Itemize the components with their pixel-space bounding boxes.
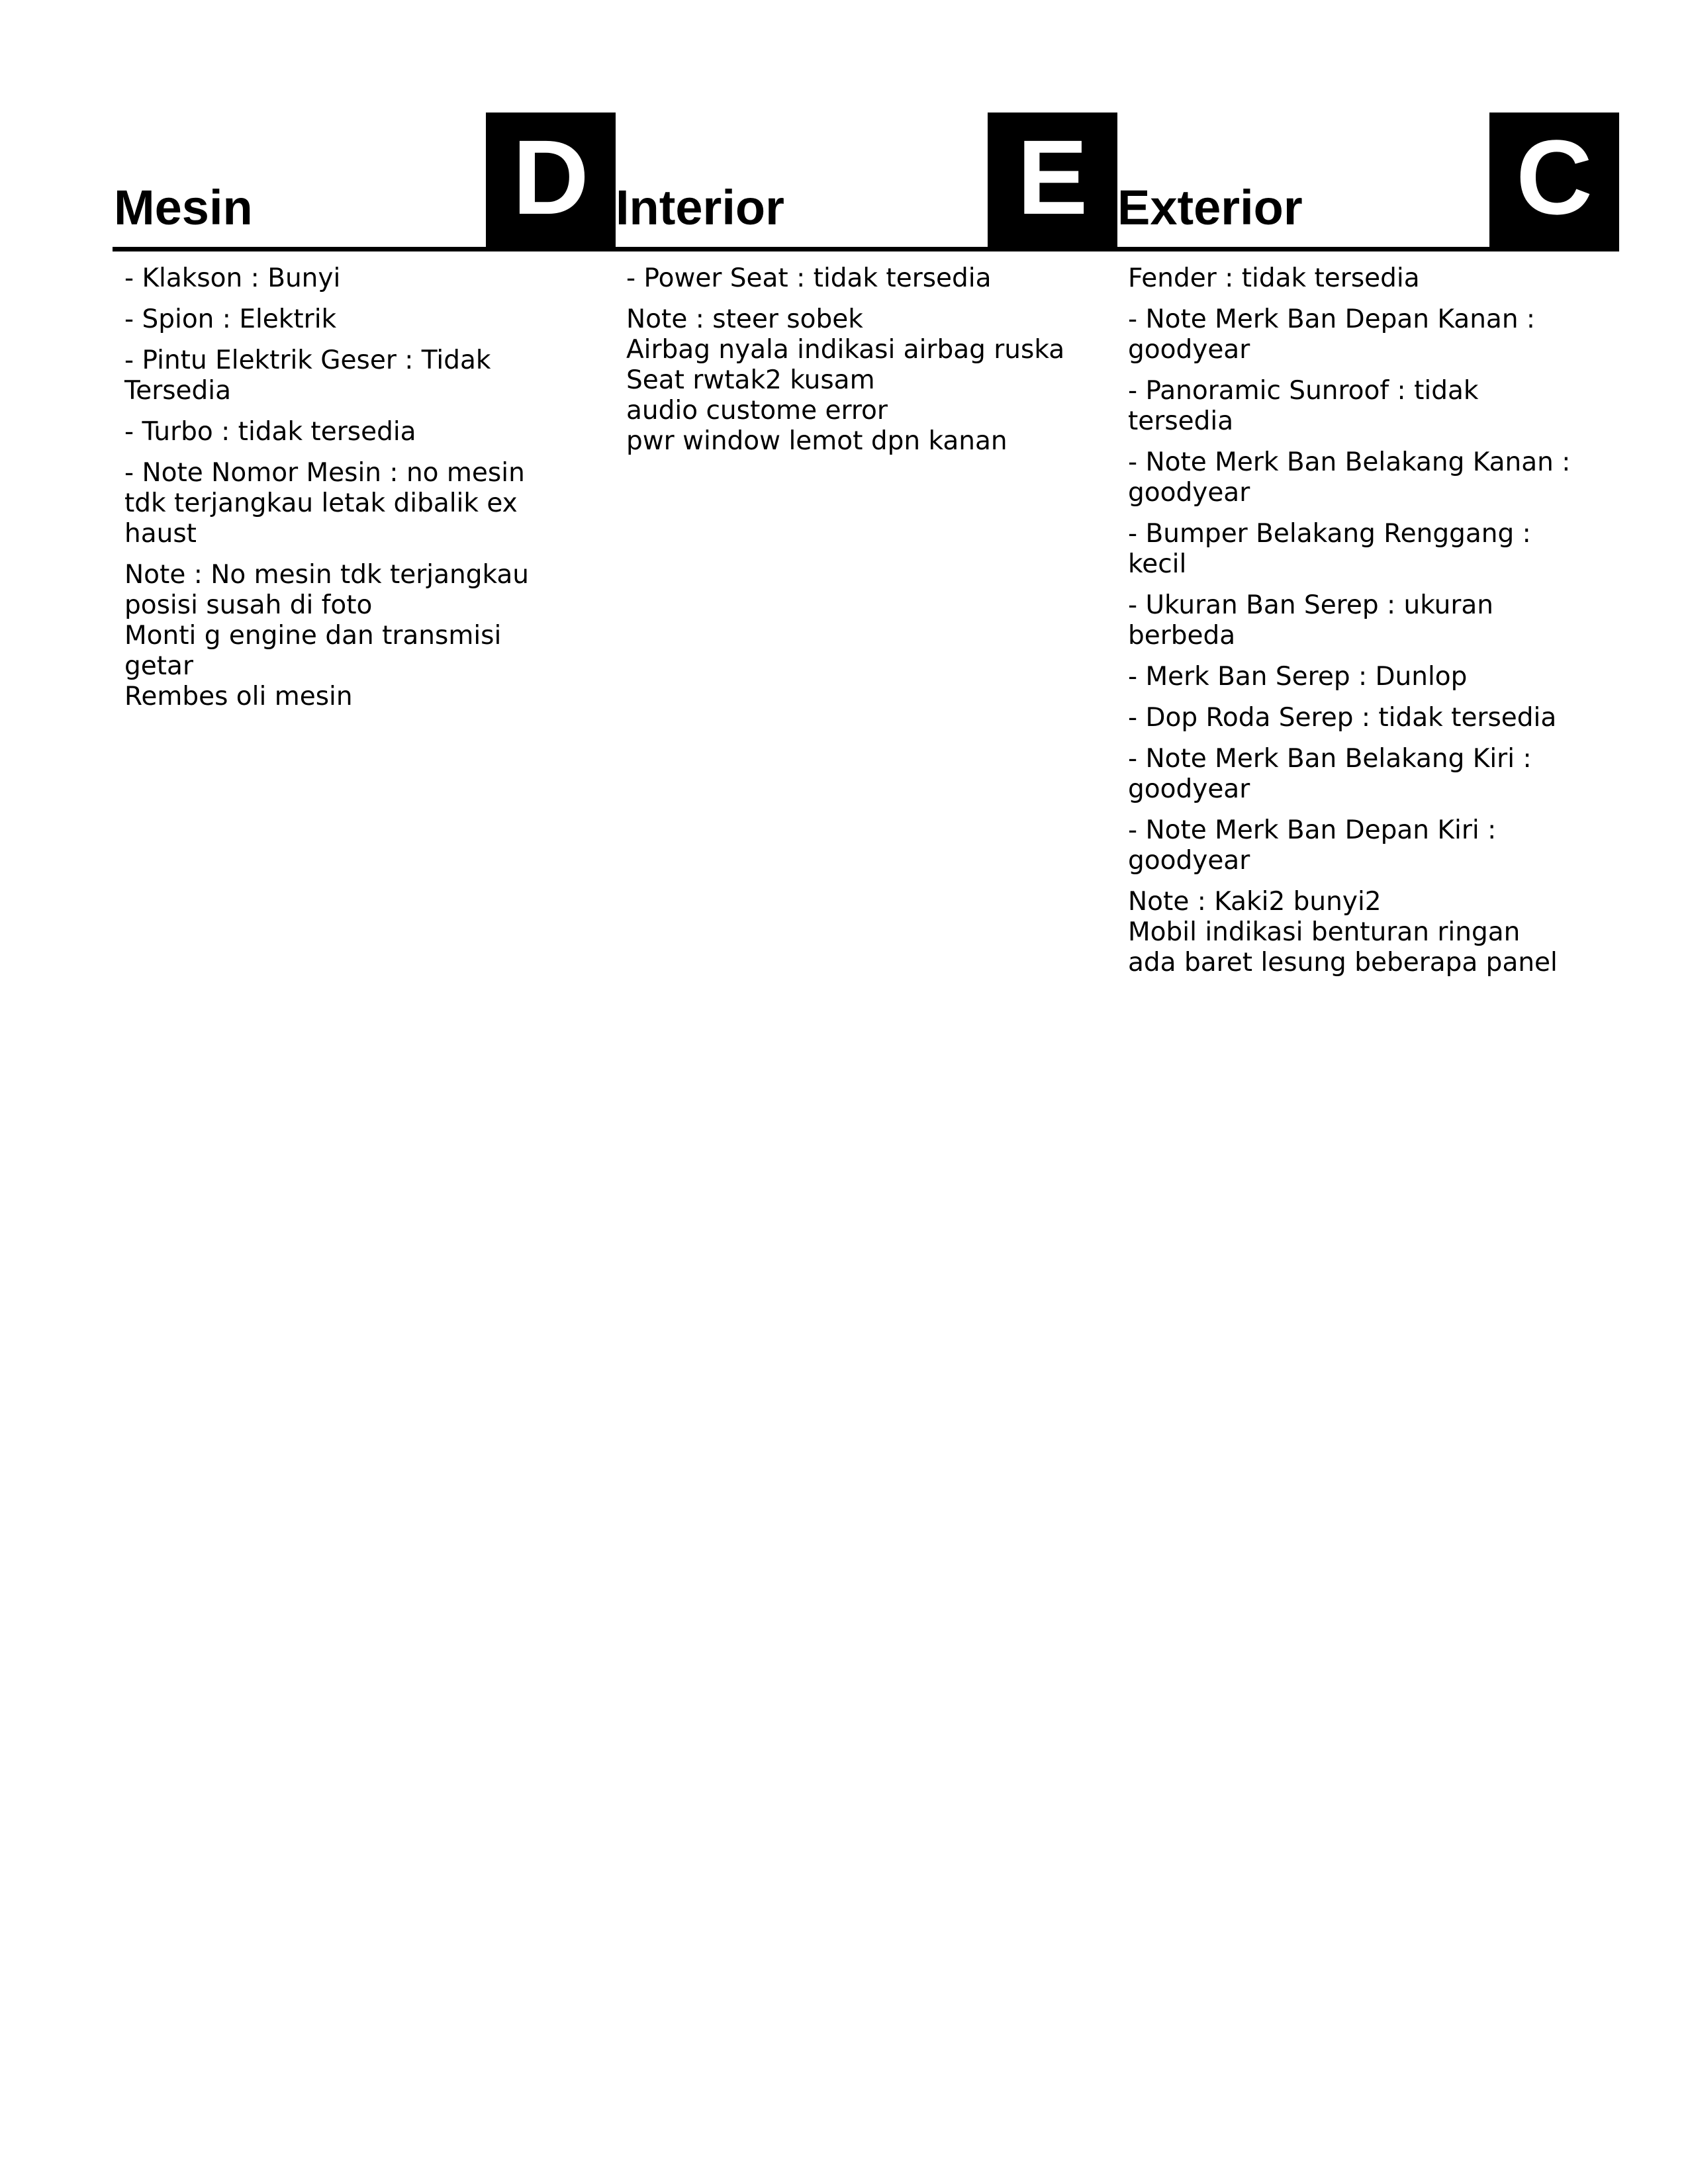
list-item: - Turbo : tidak tersedia — [124, 417, 416, 447]
section-body-exterior — [1116, 251, 1591, 978]
list-item: - Note Merk Ban Depan Kiri : goodyear — [1128, 815, 1497, 876]
grade-badge-interior: E — [988, 113, 1117, 251]
list-item: - Ukuran Ban Serep : ukuran berbeda — [1128, 590, 1494, 651]
note-block: Note : steer sobek Airbag nyala indikasi airbag ruska Seat rwtak2 kusam audio custome error pwr window lemot dpn kanan — [626, 304, 1065, 456]
section-body-mesin — [113, 251, 588, 712]
list-item: - Dop Roda Serep : tidak tersedia — [1128, 703, 1557, 733]
list-item: - Note Merk Ban Depan Kanan : goodyear — [1128, 304, 1536, 365]
section-body-interior — [614, 251, 1090, 457]
list-item: - Spion : Elektrik — [124, 304, 337, 334]
section-mesin — [113, 108, 616, 723]
note-block: Note : Kaki2 bunyi2 Mobil indikasi benturan ringan ada baret lesung beberapa panel — [1128, 887, 1558, 978]
list-item: - Pintu Elektrik Geser : Tidak Tersedia — [124, 345, 491, 406]
section-header-interior — [614, 108, 1117, 251]
list-item: - Note Nomor Mesin : no mesin tdk terjangkau letak dibalik ex haust — [124, 458, 525, 549]
note-block: Note : No mesin tdk terjangkau posisi susah di foto Monti g engine dan transmisi getar Rembes oli mesin — [124, 560, 530, 711]
list-item: - Power Seat : tidak tersedia — [626, 263, 992, 293]
section-title-exterior: Exterior — [1117, 180, 1303, 235]
section-title-interior: Interior — [616, 180, 784, 235]
grade-badge-mesin: D — [486, 113, 616, 251]
list-item: Fender : tidak tersedia — [1128, 263, 1420, 293]
grade-badge-exterior: C — [1489, 113, 1619, 251]
list-item: - Merk Ban Serep : Dunlop — [1128, 662, 1468, 692]
list-item: - Note Merk Ban Belakang Kanan : goodyear — [1128, 447, 1571, 508]
list-item: - Klakson : Bunyi — [124, 263, 341, 293]
list-item: - Panoramic Sunroof : tidak tersedia — [1128, 376, 1479, 436]
section-exterior — [1116, 108, 1619, 989]
section-header-exterior — [1116, 108, 1619, 251]
section-title-mesin: Mesin — [114, 180, 253, 235]
list-item: - Bumper Belakang Renggang : kecil — [1128, 519, 1531, 579]
section-header-mesin — [113, 108, 616, 251]
list-item: - Note Merk Ban Belakang Kiri : goodyear — [1128, 744, 1532, 804]
section-interior — [614, 108, 1117, 467]
